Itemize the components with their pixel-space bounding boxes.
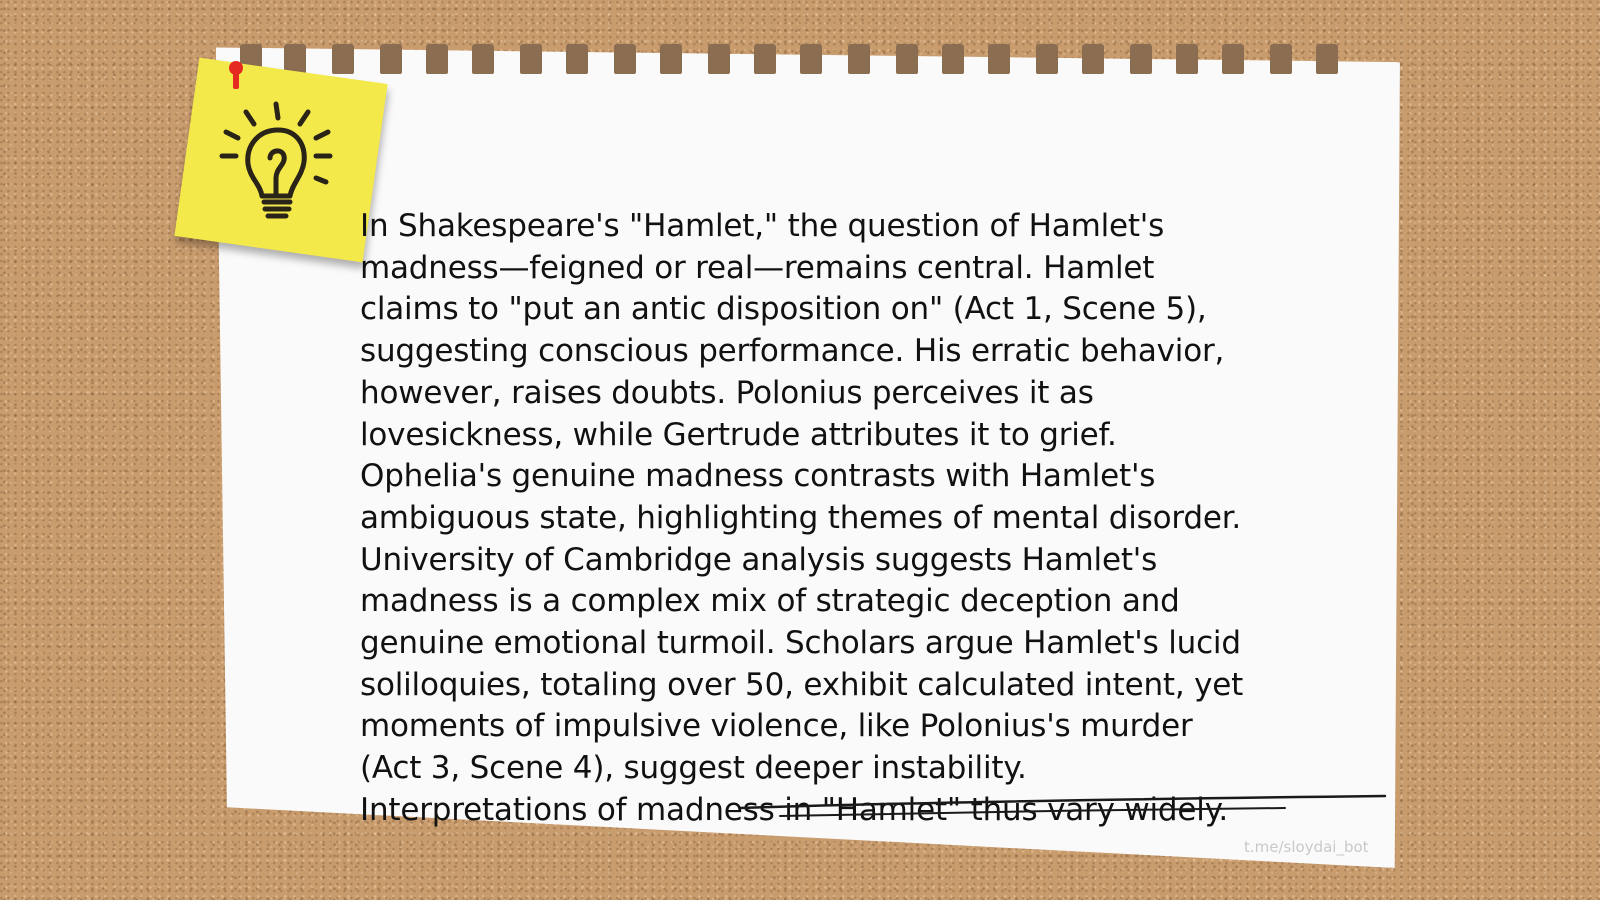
watermark-text: t.me/sloydai_bot [1244, 838, 1369, 856]
note-body-text: In Shakespeare's "Hamlet," the question of Hamlet's madness—feigned or real—remains central. Hamlet claims to "put an antic disposition on" (Act 1, Scene 5), suggesting conscious performance. His erratic behavior, however, raises doubts. Polonius perceives it as lovesickness, while Gertrude attributes it to grief. Ophelia's genuine madness contrasts with Hamlet's ambiguous state, highlighting themes of mental disorder. University of Cambridge analysis suggests Hamlet's madness is a complex mix of strategic deception and genuine emotional turmoil. Scholars argue Hamlet's lucid soliloquies, totaling over 50, exhibit calculated intent, yet moments of impulsive violence, like Polonius's murder (Act 3, Scene 4), suggest deeper instability. Interpretations of madness in "Hamlet" thus vary widely. [360, 208, 1244, 828]
pen-scribble-line [740, 790, 1390, 830]
push-pin-icon [229, 61, 243, 75]
spiral-tear-holes [240, 40, 1380, 76]
lightbulb-icon [216, 92, 346, 232]
